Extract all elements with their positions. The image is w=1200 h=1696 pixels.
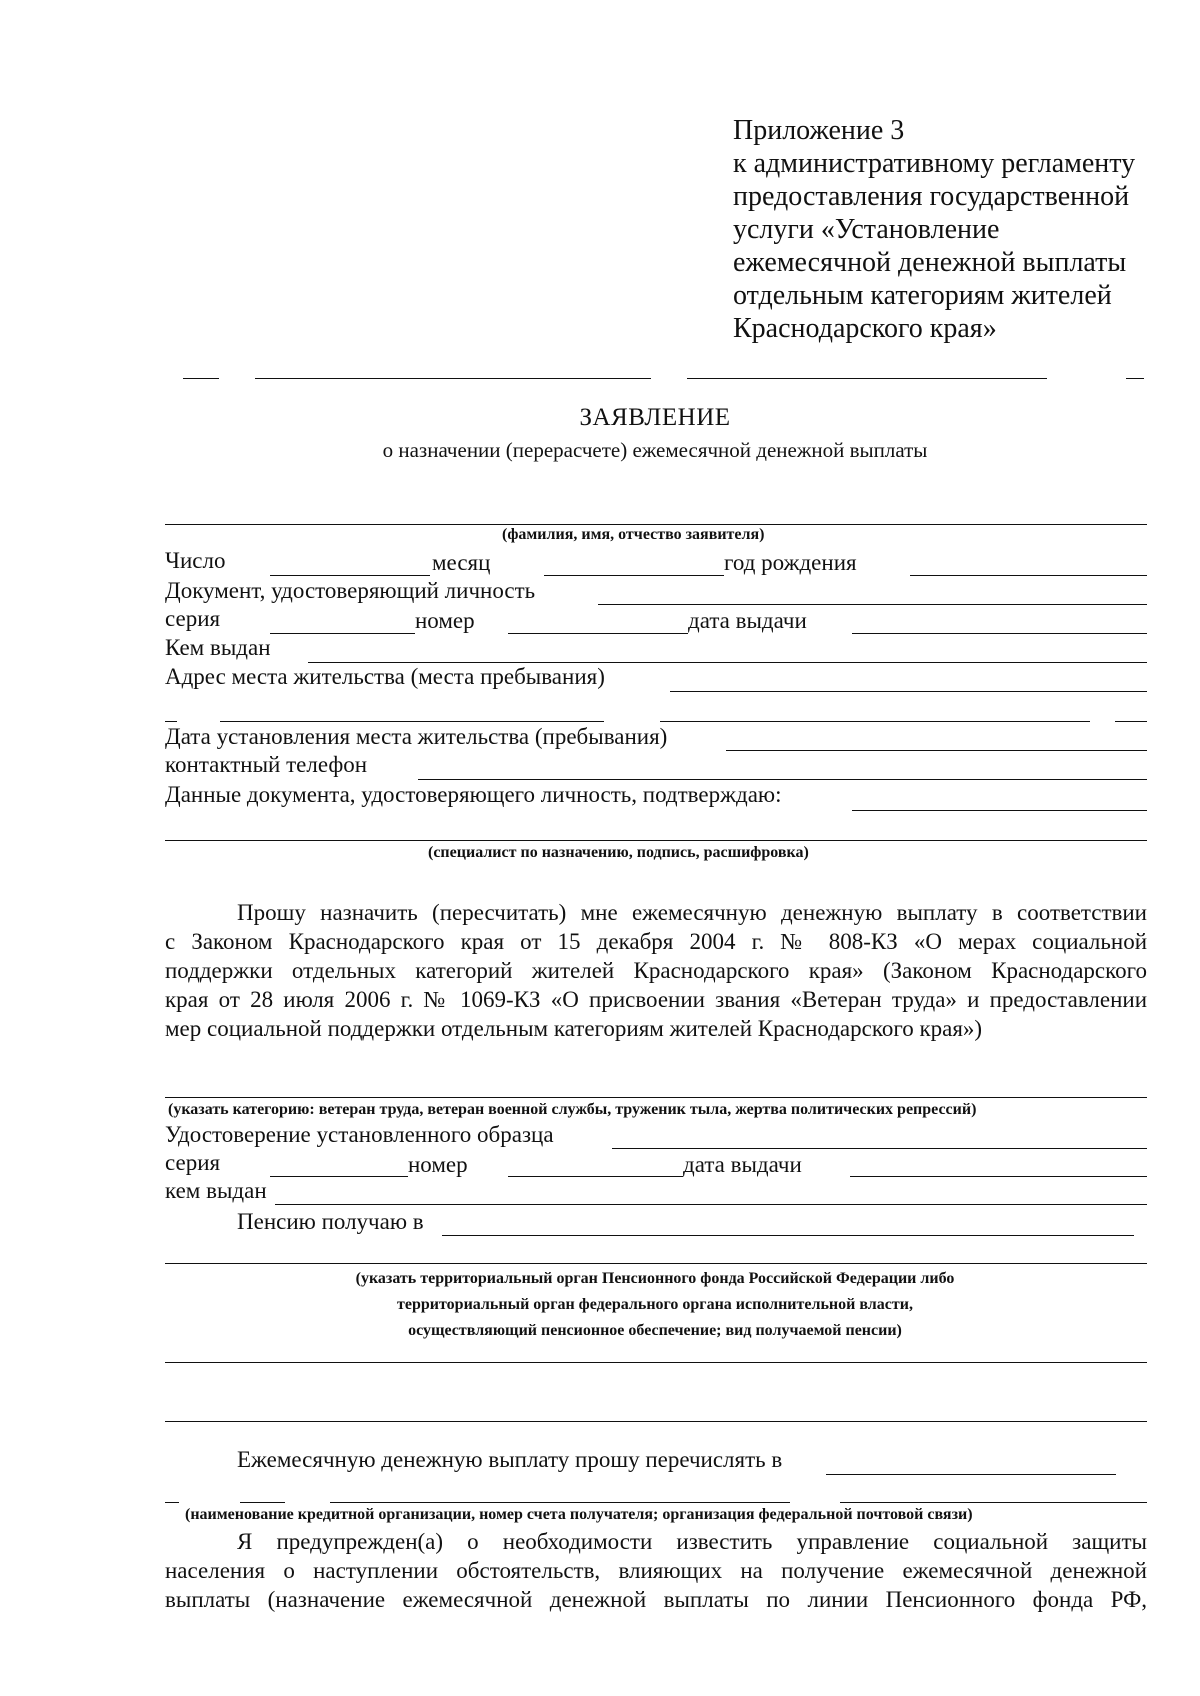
- address-field-continued[interactable]: [220, 721, 604, 722]
- document-subtitle: о назначении (перерасчете) ежемесячной денежной выплаты: [382, 438, 928, 462]
- certificate-issue-date-label: дата выдачи: [683, 1152, 802, 1177]
- payment-field-continued[interactable]: [330, 1502, 790, 1503]
- pension-extra-field[interactable]: [165, 1362, 1147, 1363]
- pension-label: Пенсию получаю в: [237, 1209, 424, 1234]
- header-line: ежемесячной денежной выплаты: [733, 247, 1127, 278]
- series-field[interactable]: [270, 633, 415, 634]
- certificate-number-field[interactable]: [508, 1176, 683, 1177]
- issue-date-field[interactable]: [852, 633, 1147, 634]
- document-title: ЗАЯВЛЕНИЕ: [579, 404, 731, 431]
- paragraph-line: Прошу назначить (пересчитать) мне ежемесячную денежную выплату в соответствии: [237, 900, 1147, 925]
- phone-field[interactable]: [418, 779, 1147, 780]
- pension-extra-field[interactable]: [165, 1421, 1147, 1422]
- address-date-field[interactable]: [726, 750, 1147, 751]
- confirm-field[interactable]: [852, 810, 1147, 811]
- birth-year-label: год рождения: [724, 550, 857, 575]
- certificate-issued-by-label: кем выдан: [165, 1178, 267, 1203]
- separator-line: [183, 378, 219, 379]
- id-document-field[interactable]: [598, 604, 1147, 605]
- category-field[interactable]: [165, 1097, 1147, 1098]
- certificate-issued-by-field[interactable]: [275, 1204, 1147, 1205]
- confirm-label: Данные документа, удостоверяющего личность, подтверждаю:: [165, 782, 782, 807]
- payment-field[interactable]: [826, 1474, 1116, 1475]
- fio-field[interactable]: [165, 524, 1147, 525]
- certificate-series-label: серия: [165, 1150, 221, 1175]
- payment-field-continued[interactable]: [240, 1502, 285, 1503]
- header-line: Приложение 3: [733, 115, 905, 146]
- payment-field-continued[interactable]: [165, 1502, 179, 1503]
- payment-field-continued[interactable]: [840, 1502, 1147, 1503]
- specialist-caption: (специалист по назначению, подпись, расшифровка): [428, 844, 809, 861]
- series-label: серия: [165, 606, 221, 631]
- separator-line: [687, 378, 1047, 379]
- address-date-label: Дата установления места жительства (пребывания): [165, 724, 668, 749]
- birth-year-field[interactable]: [910, 575, 1147, 576]
- address-field[interactable]: [670, 691, 1147, 692]
- issued-by-label: Кем выдан: [165, 635, 271, 660]
- request-paragraph: [165, 898, 1147, 1043]
- address-field-continued[interactable]: [1115, 721, 1147, 722]
- paragraph-line: Я предупрежден(а) о необходимости известить управление социальной защиты: [237, 1529, 1147, 1554]
- certificate-series-field[interactable]: [270, 1176, 408, 1177]
- paragraph-line: с Законом Краснодарского края от 15 декабря 2004 г. № 808-КЗ «О мерах социальной: [165, 929, 1147, 954]
- issue-date-label: дата выдачи: [688, 608, 807, 633]
- pension-caption: [0, 1266, 1200, 1344]
- phone-label: контактный телефон: [165, 752, 368, 777]
- header-line: к административному регламенту: [733, 148, 1136, 179]
- address-label: Адрес места жительства (места пребывания): [165, 664, 605, 689]
- address-field-continued[interactable]: [165, 721, 177, 722]
- appendix-header: [733, 114, 1135, 345]
- certificate-field[interactable]: [612, 1148, 1147, 1149]
- specialist-field[interactable]: [165, 840, 1147, 841]
- header-line: услуги «Установление: [733, 214, 1000, 245]
- month-label: месяц: [432, 550, 491, 575]
- separator-line: [1126, 378, 1144, 379]
- paragraph-line: мер социальной поддержки отдельным категориям жителей Краснодарского края»): [165, 1016, 983, 1041]
- pension-caption-line: (указать территориальный орган Пенсионного фонда Российской Федерации либо: [355, 1270, 955, 1287]
- id-document-label: Документ, удостоверяющий личность: [165, 578, 536, 603]
- pension-field-continued[interactable]: [165, 1263, 1147, 1264]
- issued-by-field[interactable]: [308, 662, 1147, 663]
- header-line: Краснодарского края»: [733, 313, 997, 344]
- certificate-number-label: номер: [408, 1152, 468, 1177]
- paragraph-line: края от 28 июля 2006 г. № 1069-КЗ «О присвоении звания «Ветеран труда» и предоставлении: [165, 987, 1147, 1012]
- paragraph-line: поддержки отдельных категорий жителей Краснодарского края» (Законом Краснодарского: [165, 958, 1147, 983]
- payment-caption: (наименование кредитной организации, номер счета получателя; организация федеральной почтовой связи): [185, 1506, 973, 1523]
- paragraph-line: выплаты (назначение ежемесячной денежной выплаты по линии Пенсионного фонда РФ,: [165, 1587, 1147, 1612]
- month-field[interactable]: [544, 575, 724, 576]
- pension-field[interactable]: [442, 1235, 1134, 1236]
- warning-paragraph: [165, 1527, 1147, 1614]
- header-line: отдельным категориям жителей: [733, 280, 1112, 311]
- paragraph-line: населения о наступлении обстоятельств, влияющих на получение ежемесячной денежной: [165, 1558, 1147, 1583]
- certificate-issue-date-field[interactable]: [850, 1176, 1147, 1177]
- fio-caption: (фамилия, имя, отчество заявителя): [502, 526, 765, 543]
- day-field[interactable]: [270, 575, 430, 576]
- separator-line: [255, 378, 651, 379]
- certificate-label: Удостоверение установленного образца: [165, 1122, 554, 1147]
- payment-label: Ежемесячную денежную выплату прошу перечислять в: [237, 1447, 783, 1472]
- number-field[interactable]: [508, 633, 688, 634]
- category-caption: (указать категорию: ветеран труда, ветеран военной службы, труженик тыла, жертва политических репрессий): [168, 1101, 977, 1118]
- address-field-continued[interactable]: [660, 721, 1090, 722]
- number-label: номер: [415, 608, 475, 633]
- pension-caption-line: территориальный орган федерального органа исполнительной власти,: [397, 1296, 913, 1313]
- header-line: предоставления государственной: [733, 181, 1130, 212]
- pension-caption-line: осуществляющий пенсионное обеспечение; вид получаемой пенсии): [408, 1322, 902, 1339]
- day-label: Число: [165, 548, 226, 573]
